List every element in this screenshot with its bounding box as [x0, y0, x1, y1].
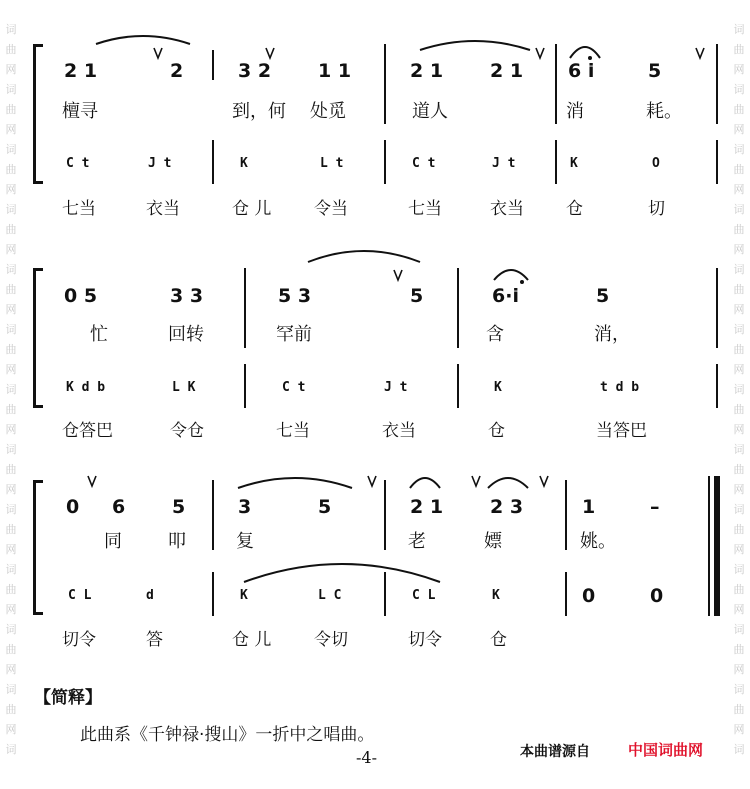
watermark-char: 曲	[5, 43, 17, 56]
barline	[384, 572, 386, 616]
watermark-left	[4, 20, 18, 760]
lyric: 复	[236, 531, 254, 552]
barline	[384, 140, 386, 184]
annotation-text: 此曲系《千钟禄·搜山》一折中之唱曲。	[80, 725, 375, 745]
watermark-char: 词	[5, 743, 17, 756]
percussion-syllable: 七当	[408, 199, 442, 219]
watermark-char: 词	[733, 443, 745, 456]
note: 1	[582, 496, 596, 518]
watermark-char: 词	[733, 263, 745, 276]
percussion-syllable: 当答巴	[596, 421, 647, 441]
watermark-char: 曲	[733, 583, 745, 596]
watermark-char: 网	[733, 663, 745, 676]
watermark-char: 词	[733, 83, 745, 96]
watermark-char: 曲	[5, 463, 17, 476]
barline	[716, 44, 718, 124]
watermark-char: 词	[5, 443, 17, 456]
lyric: 姚。	[580, 531, 616, 552]
barline	[457, 268, 459, 348]
watermark-char: 词	[733, 383, 745, 396]
watermark-char: 曲	[733, 643, 745, 656]
watermark-char: 网	[5, 123, 17, 136]
percussion-symbol: K	[570, 156, 578, 171]
breath-mark	[154, 48, 162, 58]
slur-arc	[308, 251, 420, 262]
percussion-symbol: J t	[148, 156, 172, 171]
slur-arc	[96, 36, 190, 44]
watermark-char: 曲	[733, 343, 745, 356]
watermark-char: 网	[5, 303, 17, 316]
watermark-char: 曲	[733, 163, 745, 176]
barline	[716, 268, 718, 348]
watermark-char: 词	[5, 323, 17, 336]
lyric: 罕前	[276, 324, 312, 345]
percussion-symbol: L C	[318, 588, 342, 603]
breath-mark	[472, 476, 480, 486]
note: 5 3	[278, 285, 312, 307]
watermark-char: 曲	[733, 223, 745, 236]
breath-mark	[88, 476, 96, 486]
lyric: 到，何	[232, 101, 286, 122]
barline	[555, 44, 557, 124]
barline	[244, 268, 246, 348]
breath-mark	[696, 48, 704, 58]
watermark-char: 词	[733, 503, 745, 516]
note: 3 2	[238, 60, 272, 82]
barline	[457, 364, 459, 408]
percussion-symbol: K	[492, 588, 500, 603]
lyric: 老	[408, 531, 426, 552]
percussion-syllable: 七当	[62, 199, 96, 219]
watermark-char: 网	[5, 603, 17, 616]
barline	[565, 480, 567, 550]
percussion-symbol: K d b	[66, 380, 106, 395]
watermark-char: 词	[5, 203, 17, 216]
watermark-char: 词	[733, 143, 745, 156]
percussion-syllable: 切	[648, 199, 665, 219]
watermark-char: 曲	[5, 163, 17, 176]
note: 5	[318, 496, 332, 518]
watermark-char: 曲	[733, 523, 745, 536]
bracket-bottom	[33, 405, 43, 408]
watermark-char: 网	[733, 423, 745, 436]
watermark-char: 曲	[5, 223, 17, 236]
note: 6·i	[492, 285, 519, 307]
watermark-char: 词	[733, 683, 745, 696]
percussion-syllable: 令切	[314, 630, 348, 650]
watermark-char: 曲	[5, 583, 17, 596]
note: 0 5	[64, 285, 98, 307]
lyric: 檀寻	[62, 101, 98, 122]
watermark-char: 词	[5, 623, 17, 636]
watermark-char: 曲	[5, 643, 17, 656]
breath-mark	[536, 48, 544, 58]
final-barline-thin	[708, 476, 710, 616]
bracket-top	[33, 44, 43, 47]
final-barline-thick	[714, 476, 720, 616]
note: 2 1	[410, 60, 444, 82]
watermark-char: 网	[733, 303, 745, 316]
watermark-char: 网	[5, 63, 17, 76]
watermark-char: 曲	[5, 403, 17, 416]
watermark-char: 曲	[733, 283, 745, 296]
bracket-top	[33, 480, 43, 483]
slur-arc	[410, 478, 440, 488]
percussion-syllable: 仓	[488, 421, 505, 441]
lyric: 处觅	[310, 101, 346, 122]
watermark-char: 网	[5, 183, 17, 196]
barline	[384, 480, 386, 550]
system-bracket	[33, 480, 40, 615]
watermark-char: 词	[5, 503, 17, 516]
watermark-char: 曲	[733, 463, 745, 476]
percussion-symbol: J t	[492, 156, 516, 171]
watermark-char: 曲	[733, 403, 745, 416]
watermark-char: 网	[5, 543, 17, 556]
percussion-symbol: C t	[282, 380, 306, 395]
note: –	[650, 496, 660, 518]
lyric: 道人	[412, 101, 448, 122]
watermark-char: 网	[5, 723, 17, 736]
watermark-char: 词	[5, 683, 17, 696]
percussion-symbol: K	[240, 156, 248, 171]
barline	[716, 364, 718, 408]
watermark-char: 词	[5, 383, 17, 396]
watermark-char: 曲	[733, 103, 745, 116]
watermark-char: 词	[733, 323, 745, 336]
watermark-char: 曲	[733, 703, 745, 716]
watermark-char: 网	[5, 663, 17, 676]
lyric: 叩	[168, 531, 186, 552]
watermark-char: 网	[733, 603, 745, 616]
barline	[212, 140, 214, 184]
note: 5	[172, 496, 186, 518]
percussion-syllable: 切令	[408, 630, 442, 650]
percussion-syllable: 令当	[314, 199, 348, 219]
watermark-char: 曲	[5, 343, 17, 356]
system-bracket	[33, 268, 40, 408]
watermark-char: 网	[5, 483, 17, 496]
breath-mark	[368, 476, 376, 486]
percussion-syllable: 仓	[490, 630, 507, 650]
note: 5	[648, 60, 662, 82]
slur-arc	[238, 478, 352, 488]
watermark-right	[732, 20, 746, 760]
watermark-char: 网	[733, 243, 745, 256]
note: 5	[596, 285, 610, 307]
watermark-char: 网	[5, 423, 17, 436]
watermark-char: 词	[5, 23, 17, 36]
percussion-symbol: K	[240, 588, 248, 603]
watermark-char: 词	[5, 143, 17, 156]
percussion-symbol: C t	[66, 156, 90, 171]
percussion-syllable: 仓 儿	[232, 630, 272, 650]
lyric: 同	[104, 531, 122, 552]
rest-note: 0	[650, 585, 664, 607]
bracket-bottom	[33, 181, 43, 184]
percussion-syllable: 仓 儿	[232, 199, 272, 219]
lyric: 消	[566, 101, 584, 122]
watermark-char: 网	[5, 363, 17, 376]
note: 3 3	[170, 285, 204, 307]
percussion-syllable: 衣当	[490, 199, 524, 219]
watermark-char: 曲	[5, 283, 17, 296]
watermark-char: 网	[733, 543, 745, 556]
watermark-char: 词	[733, 23, 745, 36]
percussion-syllable: 切令	[62, 630, 96, 650]
watermark-char: 词	[5, 563, 17, 576]
barline	[716, 140, 718, 184]
percussion-syllable: 仓答巴	[62, 421, 113, 441]
percussion-symbol: C t	[412, 156, 436, 171]
watermark-char: 曲	[733, 43, 745, 56]
watermark-char: 曲	[5, 703, 17, 716]
system-bracket	[33, 44, 40, 184]
slur-arc	[488, 478, 528, 488]
note: 2 1	[410, 496, 444, 518]
watermark-char: 词	[733, 623, 745, 636]
slur-arc	[244, 564, 440, 582]
percussion-symbol: K	[494, 380, 502, 395]
note: 2	[170, 60, 184, 82]
slur-arc	[420, 41, 530, 50]
watermark-char: 网	[733, 183, 745, 196]
rest-note: 0	[582, 585, 596, 607]
lyric: 含	[486, 324, 504, 345]
percussion-symbol: L t	[320, 156, 344, 171]
percussion-syllable: 令仓	[170, 421, 204, 441]
annotation-heading: 【简释】	[34, 688, 102, 708]
barline	[212, 480, 214, 550]
slur-arc	[494, 270, 528, 280]
percussion-syllable: 衣当	[146, 199, 180, 219]
bracket-top	[33, 268, 43, 271]
note: 6	[112, 496, 126, 518]
octave-dot	[520, 280, 524, 284]
lyric: 耗。	[646, 101, 682, 122]
page-number: -4-	[356, 748, 377, 767]
percussion-syllable: 七当	[276, 421, 310, 441]
barline	[244, 364, 246, 408]
percussion-symbol: C L	[412, 588, 436, 603]
note: 1 1	[318, 60, 352, 82]
note: 5	[410, 285, 424, 307]
watermark-char: 词	[733, 203, 745, 216]
breath-mark	[266, 48, 274, 58]
source-label: 本曲谱源自	[520, 744, 590, 760]
percussion-symbol: C L	[68, 588, 92, 603]
breath-mark	[540, 476, 548, 486]
watermark-char: 网	[733, 723, 745, 736]
barline	[384, 44, 386, 124]
percussion-symbol: t d b	[600, 380, 640, 395]
bracket-bottom	[33, 612, 43, 615]
lyric: 忙	[90, 324, 108, 345]
watermark-char: 曲	[5, 103, 17, 116]
watermark-char: 词	[733, 743, 745, 756]
percussion-symbol: O	[652, 156, 660, 171]
watermark-char: 网	[733, 63, 745, 76]
watermark-char: 曲	[5, 523, 17, 536]
watermark-char: 网	[733, 123, 745, 136]
barline	[212, 572, 214, 616]
watermark-char: 网	[5, 243, 17, 256]
lyric: 嫖	[484, 531, 502, 552]
note: 3	[238, 496, 252, 518]
percussion-symbol: L K	[172, 380, 196, 395]
lyric: 消，	[594, 324, 630, 345]
note: 6 i	[568, 60, 595, 82]
watermark-char: 词	[5, 83, 17, 96]
percussion-symbol: J t	[384, 380, 408, 395]
percussion-syllable: 衣当	[382, 421, 416, 441]
slur-arc	[570, 47, 600, 58]
barline	[555, 140, 557, 184]
watermark-char: 网	[733, 483, 745, 496]
lyric: 回转	[168, 324, 204, 345]
note: 2 3	[490, 496, 524, 518]
barline	[565, 572, 567, 616]
note: 0	[66, 496, 80, 518]
barline	[212, 50, 214, 80]
note: 2 1	[490, 60, 524, 82]
watermark-char: 词	[733, 563, 745, 576]
percussion-syllable: 仓	[566, 199, 583, 219]
percussion-symbol: d	[146, 588, 154, 603]
source-site-link[interactable]: 中国词曲网	[628, 741, 704, 759]
watermark-char: 词	[5, 263, 17, 276]
breath-mark	[394, 270, 402, 280]
percussion-syllable: 答	[146, 630, 163, 650]
watermark-char: 网	[733, 363, 745, 376]
note: 2 1	[64, 60, 98, 82]
